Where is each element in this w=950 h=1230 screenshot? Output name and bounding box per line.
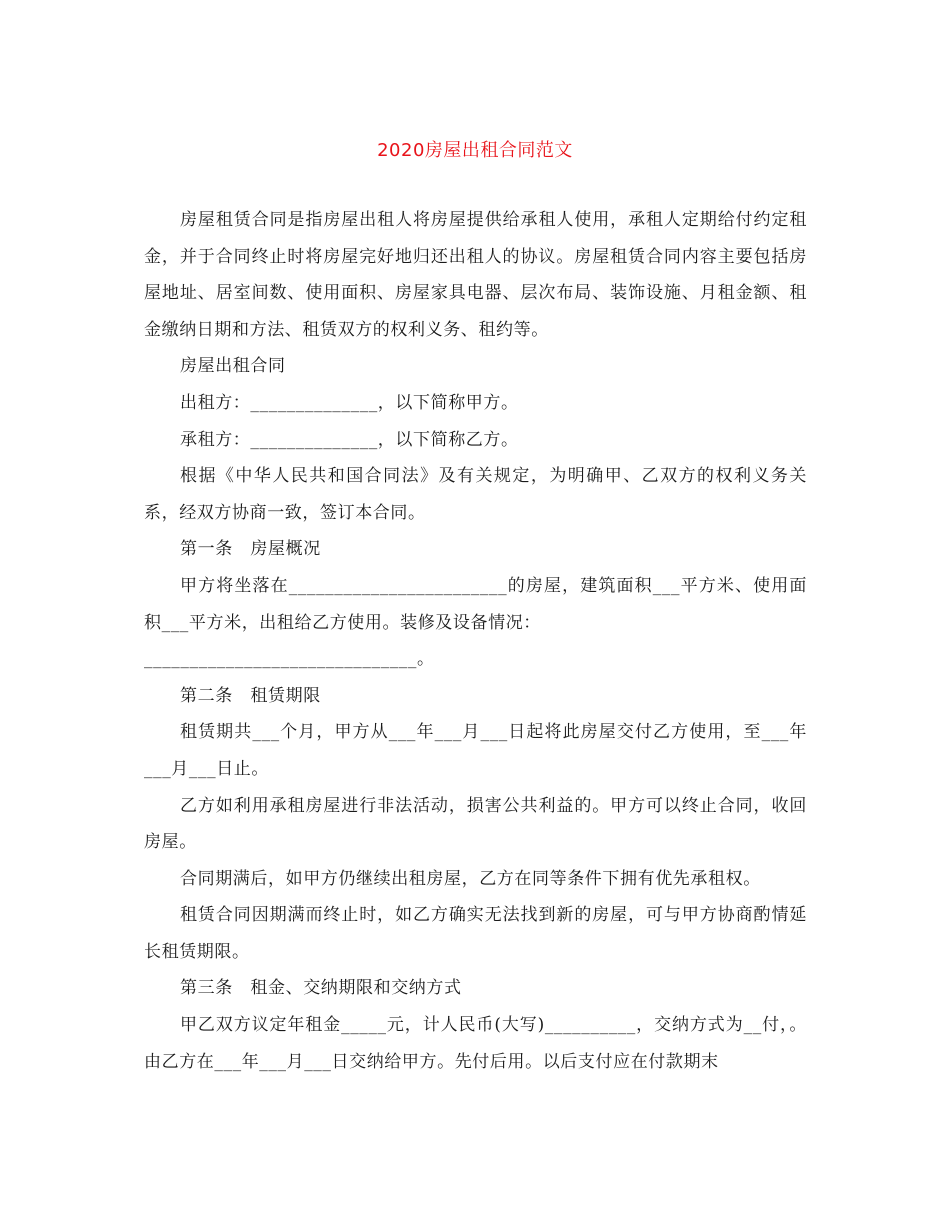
section-heading-2: 第二条 租赁期限 [180,685,321,706]
paragraph-intro: 房屋租赁合同是指房屋出租人将房屋提供给承租人使用，承租人定期给付约定租金，并于合同终止时将房屋完好地归还出租人的协议。房屋租赁合同内容主要包括房屋地址、居室间数、使用面积、房屋家具电器、层次布局、装饰设施、月租金额、租金缴纳日期和方法、租赁双方的权利义务、租约等。 [144,210,807,340]
paragraph-illegal-use: 乙方如利用承租房屋进行非法活动，损害公共利益的。甲方可以终止合同，收回房屋。 [144,795,807,853]
section-heading-3: 第三条 租金、交纳期限和交纳方式 [180,978,462,999]
paragraph-lessee: 承租方：______________，以下简称乙方。 [180,429,519,450]
paragraph-rent-payment: 甲乙双方议定年租金_____元，计人民币(大写)__________，交纳方式为__付，。由乙方在___年___月___日交纳给甲方。先付后用。以后支付应在付款期末 [144,1015,807,1072]
document-title: 2020房屋出租合同范文 [377,140,573,161]
paragraph-priority-renewal: 合同期满后，如甲方仍继续出租房屋，乙方在同等条件下拥有优先承租权。 [180,868,761,889]
paragraph-basis: 根据《中华人民共和国合同法》及有关规定，为明确甲、乙双方的权利义务关系，经双方协商一致，签订本合同。 [144,466,807,523]
document-body [144,202,807,1080]
paragraph-property-overview: 甲方将坐落在________________________的房屋，建筑面积___平方米、使用面积___平方米，出租给乙方使用。装修及设备情况： [144,575,807,633]
paragraph-lessor: 出租方：______________，以下简称甲方。 [180,392,519,413]
paragraph-extension: 租赁合同因期满而终止时，如乙方确实无法找到新的房屋，可与甲方协商酌情延长租赁期限。 [144,905,807,962]
paragraph-equipment-blank: ______________________________。 [144,649,435,670]
paragraph-lease-term: 租赁期共___个月，甲方从___年___月___日起将此房屋交付乙方使用，至___年___月___日止。 [144,722,807,779]
section-heading-1: 第一条 房屋概况 [180,539,321,560]
paragraph-contract-heading: 房屋出租合同 [180,356,286,377]
